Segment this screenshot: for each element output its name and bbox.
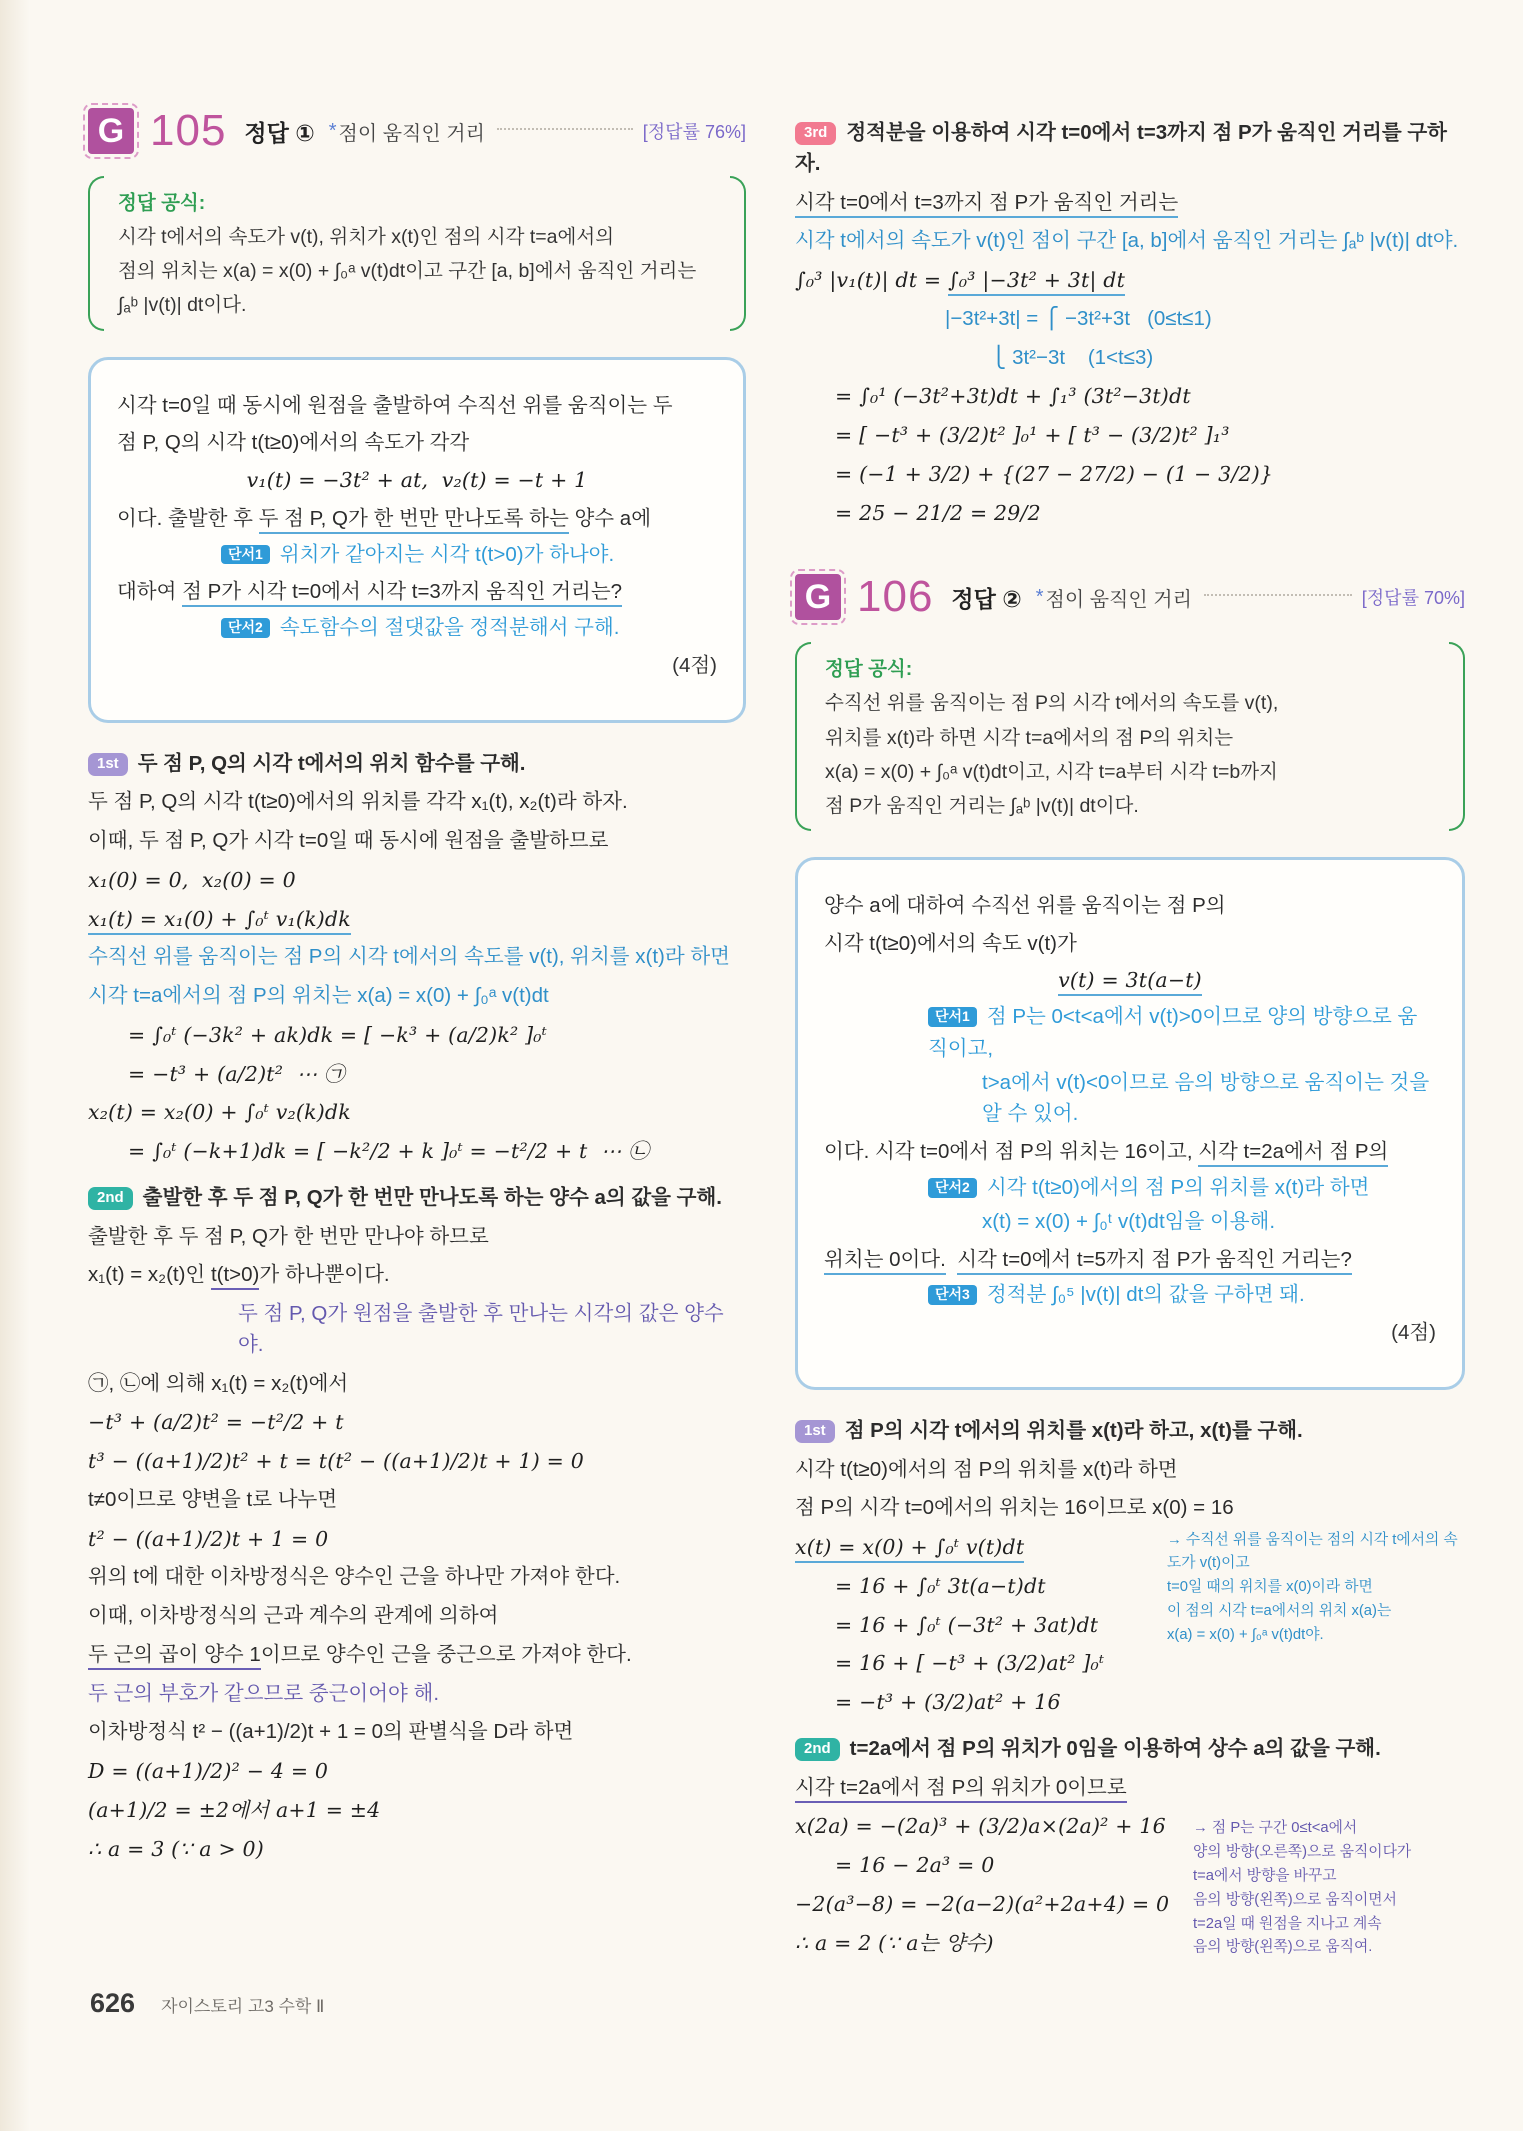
solution-text: ∫₀³ |v₁(t)| dt =	[795, 268, 948, 292]
solution-text: = −t³ + (a/2)t² ⋯ ㉠	[128, 1061, 345, 1086]
side-note-line: 음의 방향(왼쪽)으로 움직이면서	[1193, 1891, 1397, 1908]
solution-text: 시각 t에서의 속도가 v(t)인 점이 구간 [a, b]에서 움직인 거리는 ∫ₐᵇ |v(t)| dt야.	[795, 229, 1459, 253]
dotted-leader	[1204, 593, 1352, 596]
question-text: 정적분 ∫₀⁵ |v(t)| dt의 값을 구하면 돼.	[986, 1283, 1305, 1307]
solution-text: (a+1)/2 = ±2에서 a+1 = ±4	[88, 1797, 381, 1822]
solution-text: 두 점 P, Q의 시각 t(t≥0)에서의 위치를 각각 x₁(t), x₂(t)라 하자.	[88, 790, 628, 814]
solution-line	[795, 188, 1465, 219]
solution-text: ⎩ 3t²−3t (1<t≤3)	[991, 345, 1154, 369]
solution-line	[795, 343, 1465, 374]
solution-line	[88, 981, 746, 1012]
topic-label: 점이 움직인 거리	[1045, 588, 1192, 611]
solution-text: −t³ + (a/2)t² = −t²/2 + t	[88, 1410, 344, 1435]
question-line	[117, 465, 717, 497]
solution-text: 가 하나뿐이다.	[259, 1263, 390, 1287]
solution-text: D = ((a+1)/2)² − 4 = 0	[88, 1759, 329, 1784]
step-badge: 2nd	[88, 1187, 133, 1210]
formula-line: 점의 위치는 x(a) = x(0) + ∫₀ᵃ v(t)dt이고 구간 [a, b]에서 움직인 거리는	[118, 260, 697, 283]
solution-line	[795, 118, 1465, 180]
question-line	[824, 1279, 1436, 1311]
solution-text: = ∫₀¹ (−3t²+3t)dt + ∫₁³ (3t²−3t)dt	[835, 384, 1191, 409]
solution-line	[88, 1059, 746, 1090]
solution-line	[795, 1648, 1465, 1679]
question-text: 점 P는 0<t<a에서 v(t)>0이므로 양의 방향으로 움직이고,	[928, 1005, 1418, 1060]
problem-105-header	[88, 108, 746, 154]
clue-badge: 단서2	[928, 1178, 977, 1198]
solution-text: 두 근의 부호가 같으므로 중근이어야 해.	[88, 1681, 440, 1705]
underlined-text: v(t) = 3t(a−t)	[1058, 968, 1202, 996]
underlined-text: 시각 t=2a에서 점 P의	[1198, 1140, 1388, 1167]
question-text	[946, 1248, 957, 1271]
underlined-text: 시각 t=2a에서 점 P의 위치가 0이므로	[795, 1776, 1127, 1803]
question-line	[824, 965, 1436, 997]
solution-text: = 16 + ∫₀ᵗ (−3t² + 3at)dt	[835, 1612, 1099, 1637]
question-line	[117, 503, 717, 535]
page-number: 626	[90, 1988, 136, 2018]
left-column	[88, 102, 746, 1872]
solution-text: 시각 t=a에서의 점 P의 위치는 x(a) = x(0) + ∫₀ᵃ v(t)dt	[88, 984, 549, 1008]
question-text: 점 P, Q의 시각 t(t≥0)에서의 속도가 각각	[117, 431, 470, 455]
solution-text: 두 점 P, Q가 원점을 출발한 후 만나는 시각의 값은 양수야.	[238, 1302, 724, 1356]
solution-text: 출발한 후 두 점 P, Q가 한 번만 만나도록 하는 양수 a의 값을 구해.	[142, 1185, 722, 1209]
solution-text: 위의 t에 대한 이차방정식은 양수인 근을 하나만 가져야 한다.	[88, 1565, 621, 1589]
answer-label: 정답 ①	[244, 119, 315, 146]
side-note-line: 이 점의 시각 t=a에서의 위치 x(a)는	[1167, 1602, 1392, 1619]
side-note-line: 음의 방향(왼쪽)으로 움직여.	[1193, 1939, 1373, 1956]
question-text: 양수 a에 대하여 수직선 위를 움직이는 점 P의	[824, 893, 1226, 917]
question-text: t>a에서 v(t)<0이므로 음의 방향으로 움직이는 것을 알 수 있어.	[982, 1070, 1435, 1126]
step-badge: 1st	[88, 753, 128, 776]
solution-line	[795, 381, 1465, 412]
question-text: (4점)	[1391, 1321, 1436, 1345]
question-lines-105	[117, 390, 717, 682]
solution-line	[88, 1446, 746, 1477]
solution-text: 이때, 두 점 P, Q가 시각 t=0일 때 동시에 원점을 출발하므로	[88, 829, 609, 853]
underlined-text: x₁(t) = x₁(0) + ∫₀ᵗ v₁(k)dk	[88, 907, 351, 935]
formula-lines	[825, 686, 1435, 823]
question-line	[117, 612, 717, 644]
question-line	[824, 1317, 1436, 1349]
solution-line	[88, 1756, 746, 1787]
solution-text: x₂(t) = x₂(0) + ∫₀ᵗ v₂(k)dk	[88, 1100, 351, 1125]
question-text: (4점)	[672, 653, 717, 677]
solution-line	[88, 1562, 746, 1593]
solution-text: = 16 − 2a³ = 0	[835, 1853, 995, 1878]
underlined-text: t(t>0)	[211, 1263, 259, 1290]
formula-box-106	[795, 638, 1465, 835]
question-line	[824, 890, 1436, 922]
solution-line	[795, 459, 1465, 490]
solution-105-continued	[795, 118, 1465, 528]
solution-text: = 16 + ∫₀ᵗ 3t(a−t)dt	[835, 1573, 1046, 1598]
solution-line	[88, 1601, 746, 1632]
solution-line	[88, 749, 746, 780]
solution-line	[795, 498, 1465, 529]
solution-line	[795, 1455, 1465, 1486]
solution-line	[88, 1183, 746, 1214]
underlined-text: 두 근의 곱이 양수 1	[88, 1643, 261, 1670]
solution-text: x₁(t) = x₂(t)인	[88, 1263, 211, 1287]
clue-badge: 단서3	[928, 1285, 977, 1305]
solution-text: = −t³ + (3/2)at² + 16	[835, 1690, 1061, 1715]
topic-label: 점이 움직인 거리	[338, 122, 485, 145]
question-line	[117, 650, 717, 682]
clue-badge: 단서1	[928, 1007, 977, 1027]
underlined-text: x(t) = x(0) + ∫₀ᵗ v(t)dt	[795, 1535, 1024, 1563]
solution-text: x(2a) = −(2a)³ + (3/2)a×(2a)² + 16	[795, 1814, 1166, 1839]
solution-line	[88, 1679, 746, 1710]
solution-line	[795, 226, 1465, 257]
solution-line	[795, 1687, 1465, 1718]
solution-line	[88, 1222, 746, 1253]
solution-text: t³ − ((a+1)/2)t² + t = t(t² − ((a+1)/2)t + 1) = 0	[88, 1449, 584, 1474]
problem-106-header	[795, 574, 1465, 620]
side-note-line: t=2a일 때 원점을 지나고 계속	[1193, 1915, 1382, 1932]
question-box-105	[88, 357, 746, 723]
unit-g-badge: G	[795, 574, 841, 620]
formula-box-105	[88, 172, 746, 335]
unit-g-badge: G	[88, 108, 134, 154]
solution-line	[795, 1416, 1465, 1447]
solution-text: 시각 t(t≥0)에서의 점 P의 위치를 x(t)라 하면	[795, 1457, 1178, 1481]
underlined-text: 시각 t=0에서 t=3까지 점 P가 움직인 거리는	[795, 191, 1178, 218]
solution-line	[88, 865, 746, 896]
side-note-line: t=0일 때의 위치를 x(0)이라 하면	[1167, 1578, 1373, 1595]
solution-line	[88, 942, 746, 973]
underlined-text: ∫₀³ |−3t² + 3t| dt	[948, 268, 1125, 296]
solution-text: t≠0이므로 양변을 t로 나누면	[88, 1487, 338, 1511]
solution-text: 점 P의 시각 t=0에서의 위치는 16이므로 x(0) = 16	[795, 1496, 1234, 1520]
answer-rate: [정답률 76%]	[642, 122, 746, 142]
solution-text: 두 점 P, Q의 시각 t에서의 위치 함수를 구해.	[137, 751, 526, 775]
solution-line	[795, 1773, 1465, 1804]
question-text: 시각 t(t≥0)에서의 속도 v(t)가	[824, 931, 1077, 955]
solution-line	[795, 1734, 1465, 1765]
solution-line	[88, 904, 746, 935]
question-text: 속도함수의 절댓값을 정적분해서 구해.	[279, 616, 620, 640]
clue-badge: 단서2	[221, 618, 270, 638]
step-badge: 1st	[795, 1420, 835, 1443]
solution-text: −2(a³−8) = −2(a−2)(a²+2a+4) = 0	[795, 1891, 1170, 1916]
question-line	[824, 928, 1436, 960]
answer-rate: [정답률 70%]	[1361, 588, 1465, 609]
underlined-text: 위치는 0이다.	[824, 1248, 946, 1275]
solution-line	[88, 1020, 746, 1051]
solution-line	[795, 1493, 1465, 1524]
underlined-text: 점 P가 시각 t=0에서 시각 t=3까지 움직인 거리는?	[182, 580, 622, 607]
underlined-text: 두 점 P, Q가 한 번만 만나도록 하는	[259, 507, 569, 534]
solution-line	[88, 1834, 746, 1865]
solution-text: x₁(0) = 0, x₂(0) = 0	[88, 867, 296, 892]
solution-line	[88, 1407, 746, 1438]
answer-label: 정답 ②	[951, 585, 1022, 612]
dotted-leader	[497, 127, 633, 130]
question-text: 이다. 출발한 후	[117, 506, 259, 530]
solution-line	[88, 1640, 746, 1671]
question-line	[824, 1172, 1436, 1204]
question-text: 시각 t=0일 때 동시에 원점을 출발하여 수직선 위를 움직이는 두	[117, 393, 673, 417]
question-text: 시각 t(t≥0)에서의 점 P의 위치를 x(t)라 하면	[986, 1176, 1370, 1199]
question-box-106	[795, 857, 1465, 1390]
solution-text: 이때, 이차방정식의 근과 계수의 관계에 의하여	[88, 1604, 499, 1628]
solution-text: = 16 + [ −t³ + (3/2)at² ]₀ᵗ	[835, 1651, 1105, 1676]
formula-line: 점 P가 움직인 거리는 ∫ₐᵇ |v(t)| dt이다.	[825, 794, 1139, 817]
formula-line: ∫ₐᵇ |v(t)| dt이다.	[118, 294, 247, 317]
solution-text: ∴ a = 2 (∵ a는 양수)	[795, 1930, 994, 1955]
underlined-text: 시각 t=0에서 t=5까지 점 P가 움직인 거리는?	[957, 1248, 1352, 1275]
solution-line	[88, 787, 746, 818]
solution-text: 정적분을 이용하여 시각 t=0에서 t=3까지 점 P가 움직인 거리를 구하자.	[795, 121, 1447, 175]
solution-text: = 25 − 21/2 = 29/2	[835, 500, 1041, 525]
solution-line	[88, 1299, 746, 1361]
formula-lines	[118, 220, 716, 322]
question-line	[117, 576, 717, 608]
solution-text: ㉠, ㉡에 의해 x₁(t) = x₂(t)에서	[88, 1371, 349, 1395]
formula-label: 정답 공식:	[118, 192, 206, 214]
side-note-blue	[1167, 1528, 1467, 1648]
solution-line	[88, 1717, 746, 1748]
solution-text: 점 P의 시각 t에서의 위치를 x(t)라 하고, x(t)를 구해.	[844, 1418, 1303, 1442]
solution-text: 이므로 양수인 근을 중근으로 가져야 한다.	[260, 1642, 632, 1666]
solution-line	[88, 1485, 746, 1516]
solution-line	[88, 1795, 746, 1826]
side-note-purple	[1193, 1816, 1465, 1961]
book-title: 자이스토리 고3 수학 Ⅱ	[161, 1997, 325, 2016]
solution-text: 이차방정식 t² − ((a+1)/2)t + 1 = 0의 판별식을 D라 하면	[88, 1720, 574, 1744]
question-text: v₁(t) = −3t² + at, v₂(t) = −t + 1	[246, 468, 588, 493]
solution-line	[88, 1136, 746, 1167]
side-note-line: 양의 방향(오른쪽)으로 움직이다가	[1193, 1843, 1412, 1860]
question-line	[117, 539, 717, 571]
solution-line	[795, 304, 1465, 335]
question-line	[117, 427, 717, 459]
side-note-line: → 수직선 위를 움직이는 점의 시각 t에서의 속도가 v(t)이고	[1167, 1531, 1458, 1571]
question-line	[824, 1136, 1436, 1168]
formula-line: 위치를 x(t)라 하면 시각 t=a에서의 점 P의 위치는	[825, 726, 1234, 749]
solution-line	[88, 1097, 746, 1128]
solution-106-wrap	[795, 1416, 1465, 1959]
question-line	[824, 1001, 1436, 1065]
question-lines-106	[824, 890, 1436, 1349]
right-column	[795, 102, 1465, 1966]
solution-line	[88, 826, 746, 857]
solution-text: 출발한 후 두 점 P, Q가 한 번만 만나야 하므로	[88, 1224, 489, 1248]
side-note-line: t=a에서 방향을 바꾸고	[1193, 1867, 1337, 1884]
step-badge: 3rd	[795, 122, 836, 145]
solution-line	[795, 265, 1465, 296]
solution-line	[88, 1369, 746, 1400]
solution-text: = ∫₀ᵗ (−k+1)dk = [ −k²/2 + k ]₀ᵗ = −t²/2 + t ⋯ ㉡	[128, 1139, 650, 1164]
clue-badge: 단서1	[221, 545, 270, 565]
formula-label: 정답 공식:	[825, 658, 913, 681]
question-line	[824, 1067, 1436, 1131]
side-note-line: → 점 P는 구간 0≤t<a에서	[1193, 1819, 1358, 1836]
step-badge: 2nd	[795, 1738, 840, 1761]
formula-line: x(a) = x(0) + ∫₀ᵃ v(t)dt이고, 시각 t=a부터 시각 t=b까지	[825, 760, 1278, 783]
solution-text: t² − ((a+1)/2)t + 1 = 0	[88, 1526, 329, 1551]
question-line	[824, 1244, 1436, 1276]
question-text: x(t) = x(0) + ∫₀ᵗ v(t)dt임을 이용해.	[982, 1209, 1276, 1233]
formula-line: 수직선 위를 움직이는 점 P의 시각 t에서의 속도를 v(t),	[825, 692, 1279, 715]
page-footer	[90, 1988, 324, 2019]
problem-number: 106	[857, 572, 934, 622]
solution-line	[795, 420, 1465, 451]
solution-line	[88, 1524, 746, 1555]
star-icon: *	[328, 119, 337, 142]
solution-text: 수직선 위를 움직이는 점 P의 시각 t에서의 속도를 v(t), 위치를 x(t)라 하면	[88, 945, 730, 969]
question-text: 대하여	[117, 580, 183, 604]
formula-line: 시각 t에서의 속도가 v(t), 위치가 x(t)인 점의 시각 t=a에서의	[118, 226, 615, 249]
solution-text: = [ −t³ + (3/2)t² ]₀¹ + [ t³ − (3/2)t² ]₁³	[835, 423, 1230, 447]
solution-line	[88, 1260, 746, 1291]
side-note-line: x(a) = x(0) + ∫₀ᵃ v(t)dt야.	[1167, 1626, 1324, 1643]
question-line	[117, 390, 717, 422]
star-icon: *	[1035, 585, 1044, 608]
solution-text: = (−1 + 3/2) + {(27 − 27/2) − (1 − 3/2)}	[835, 461, 1274, 486]
solution-text: ∴ a = 3 (∵ a > 0)	[88, 1836, 264, 1861]
problem-number: 105	[150, 106, 227, 155]
question-text: 이다. 시각 t=0에서 점 P의 위치는 16이고,	[824, 1140, 1199, 1164]
question-text: 위치가 같아지는 시각 t(t>0)가 하나야.	[279, 542, 615, 566]
solution-105	[88, 749, 746, 1865]
question-text: 양수 a에	[568, 506, 651, 530]
question-line	[824, 1206, 1436, 1238]
solution-text: t=2a에서 점 P의 위치가 0임을 이용하여 상수 a의 값을 구해.	[849, 1736, 1381, 1760]
solution-text: = ∫₀ᵗ (−3k² + ak)dk = [ −k³ + (a/2)k² ]₀ᵗ	[128, 1022, 547, 1047]
solution-text: |−3t²+3t| = ⎧ −3t²+3t (0≤t≤1)	[945, 306, 1212, 330]
